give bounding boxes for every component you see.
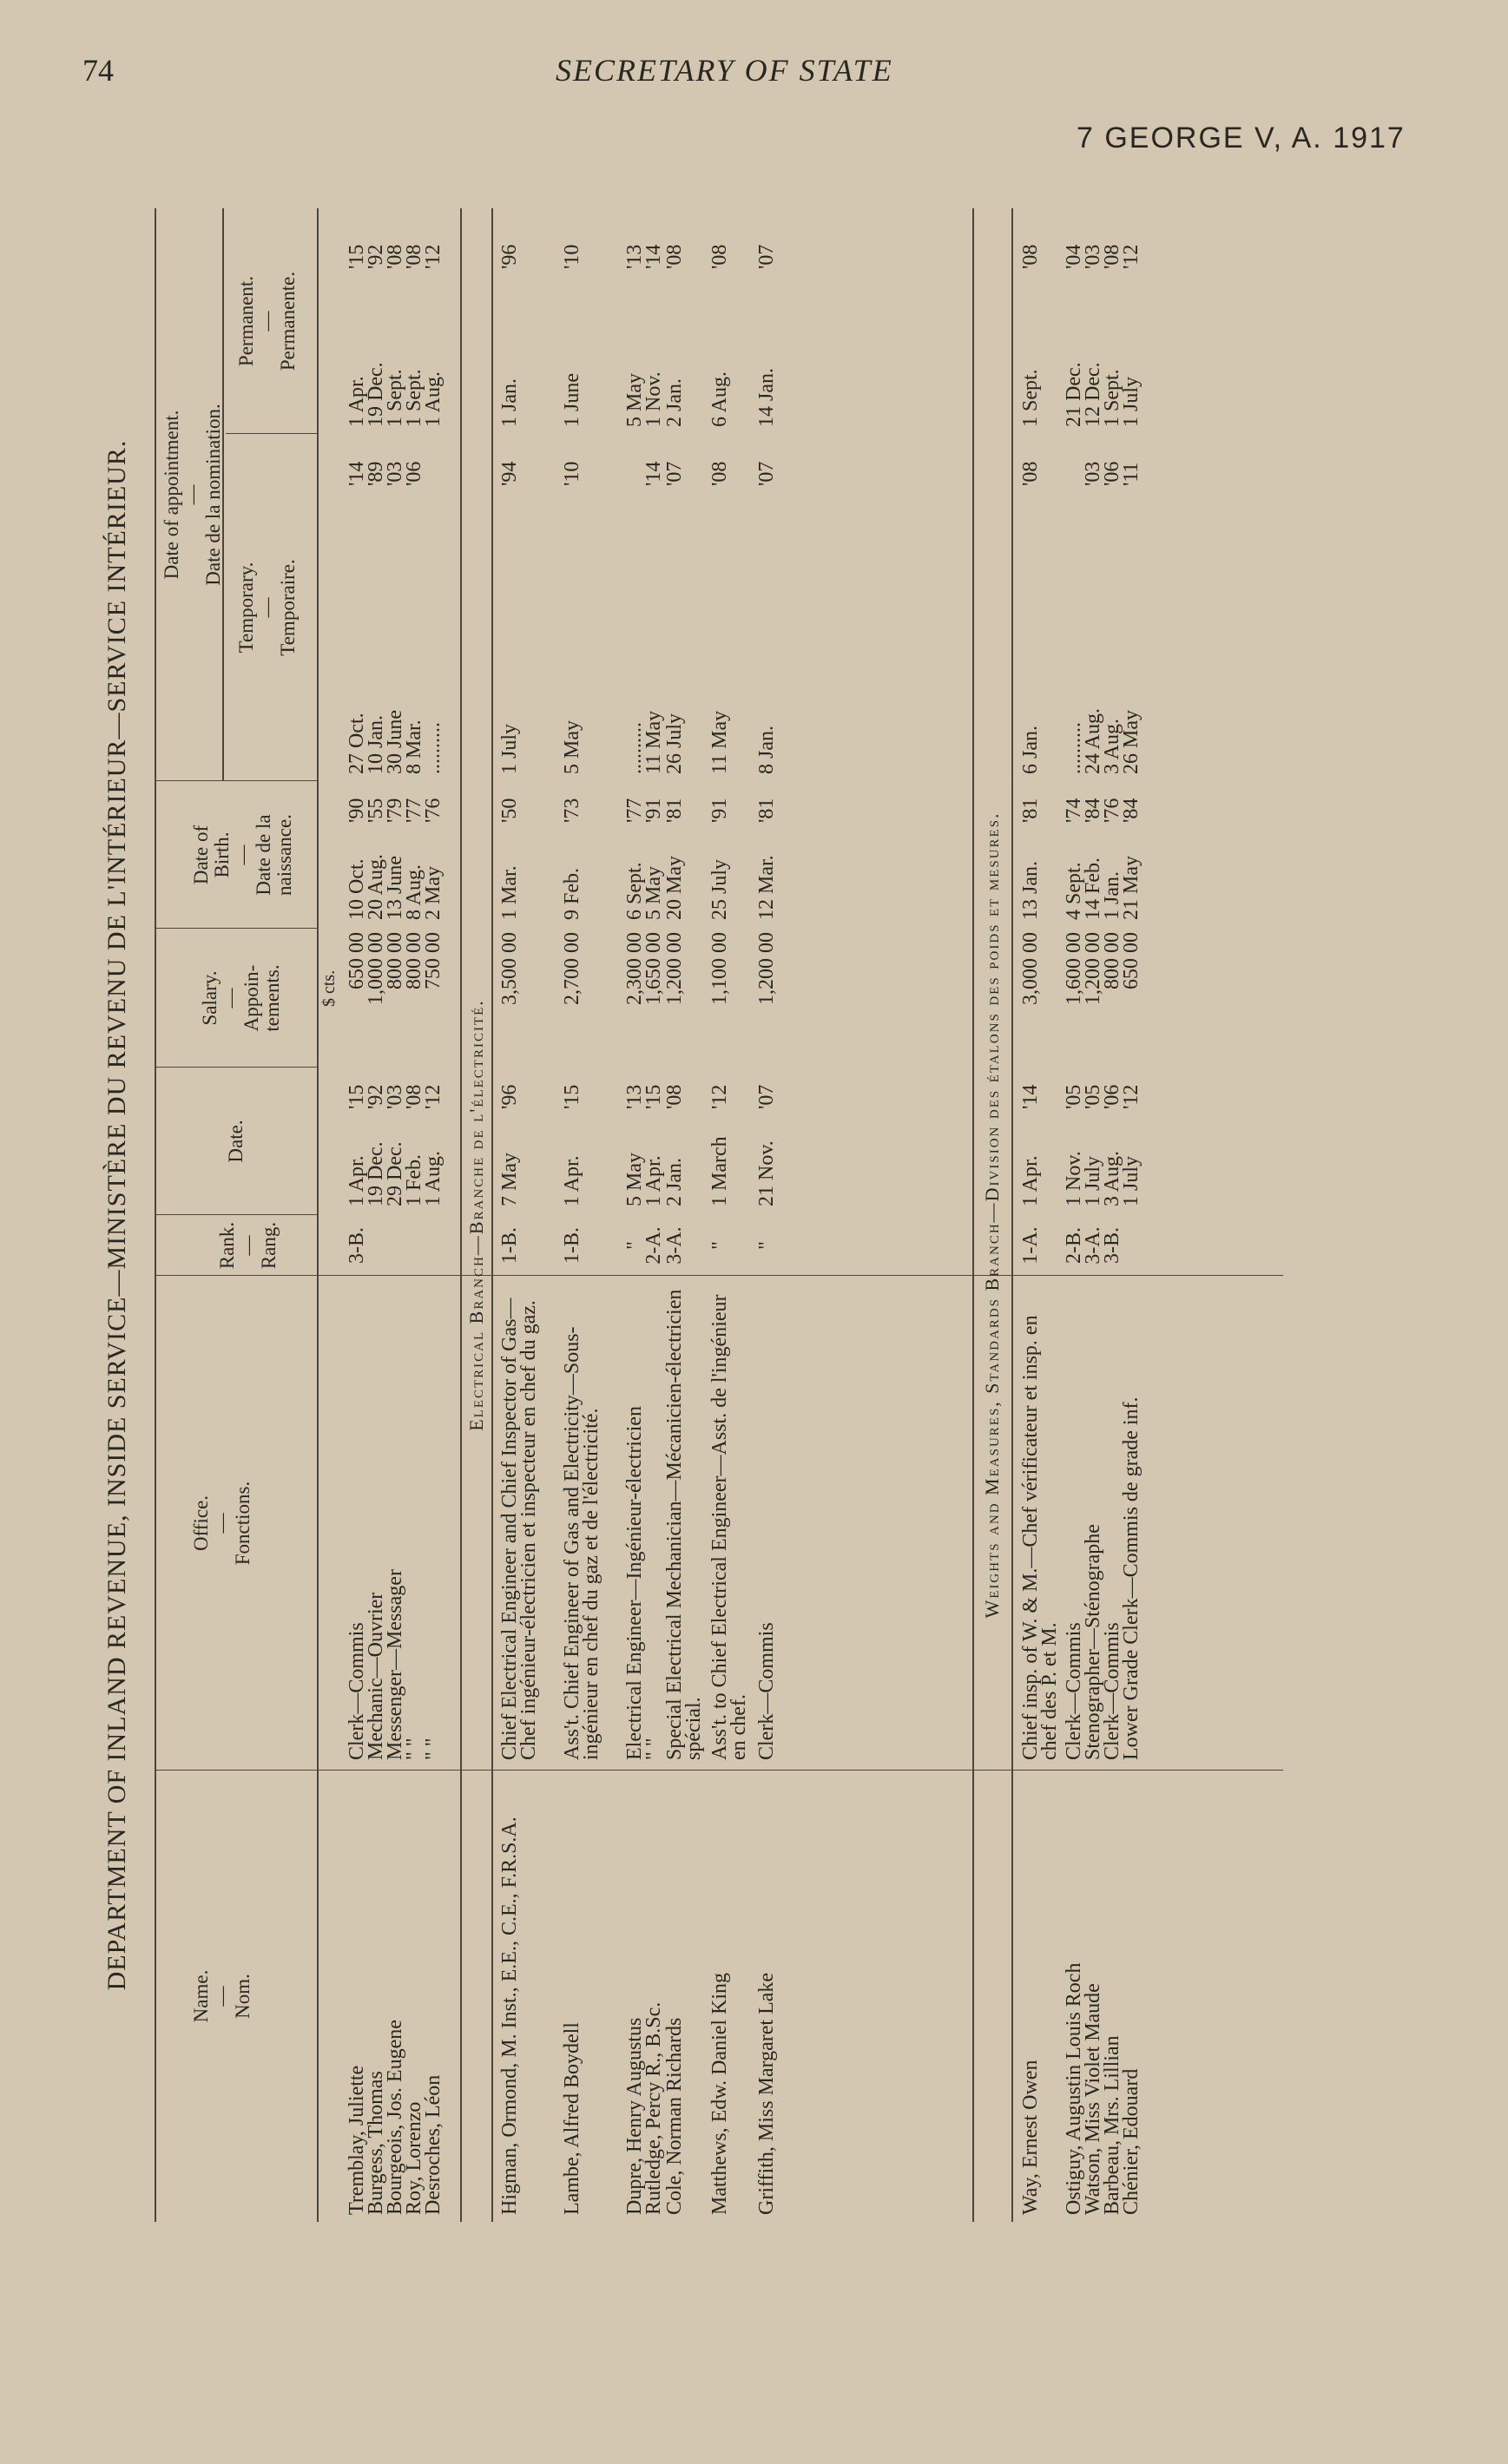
cell-date: 1 Feb. [403,1154,425,1206]
header-salary: Salary. — Appoin- tements. [199,964,283,1032]
cell-tyr: '08 [708,461,731,486]
cell-dyr: '15 [561,1084,583,1109]
cell-tyr: '10 [561,461,583,486]
cell-temp: 11 May [708,710,731,774]
cell-birth: 5 May [642,866,665,920]
cell-office: Ass't. Chief Engineer of Gas and Electricity—Sous-ingénieur en chef du gaz et de l'électricité. [561,1326,603,1760]
cell-tyr: '03 [1082,461,1104,486]
cell-name: Watson, Miss Violet Maude [1082,1983,1104,2215]
cell-byr: '84 [1120,798,1143,823]
cell-name: Roy, Lorenzo [403,2101,425,2215]
cell-byr: '55 [365,798,387,823]
group-rule [972,208,974,2222]
cell-temp: 5 May [561,720,583,774]
cell-dyr: '05 [1082,1084,1104,1109]
running-head: SECRETARY OF STATE [556,53,893,88]
cell-byr: '73 [561,798,583,823]
cell-perm: 6 Aug. [708,371,731,427]
cell-salary: 1,200 00 [1082,932,1104,1005]
cell-byr: '79 [384,798,406,823]
cell-temp: 24 Aug. [1082,707,1104,774]
cell-date: 5 May [623,1153,646,1206]
cell-office: Chief Electrical Engineer and Chief Inspector of Gas—Chef ingénieur-électricien et inspecteur en chef du gaz. [498,1298,540,1760]
cell-tyr: '89 [365,461,387,486]
cell-temp: 10 Jan. [365,715,387,774]
cell-office: " " [642,1738,665,1760]
cell-salary: 1,000 00 [365,932,387,1005]
cell-date: 7 May [498,1153,521,1206]
cell-date: 1 Apr. [1019,1155,1042,1206]
cell-temp: 8 Mar. [403,719,425,774]
cell-salary: 650 00 [346,932,368,989]
cell-dyr: '13 [623,1084,646,1109]
cell-temp: 26 May [1120,710,1143,774]
cell-temp: .......... [422,722,444,774]
cell-name: Desroches, Léon [422,2074,444,2215]
cell-office: " " [403,1738,425,1760]
cell-tyr: '14 [346,461,368,486]
cell-name: Barbeau, Mrs. Lillian [1101,2035,1123,2215]
cell-pyr: '13 [623,244,646,269]
header-appointment: Date of appointment. — Date de la nomination. [161,404,224,586]
cell-birth: 20 Aug. [365,853,387,920]
table-row [625,208,644,2222]
cell-name: Dupre, Henry Augustus [623,2017,646,2215]
cell-perm: 19 Dec. [365,362,387,427]
cell-perm: 1 Nov. [642,371,665,427]
cell-name: Way, Ernest Owen [1019,2060,1042,2215]
department-title: DEPARTMENT OF INLAND REVENUE, INSIDE SERVICE—MINISTÈRE DU REVENU DE L'INTÉRIEUR—SERVICE INTÉRIEUR. [102,439,131,1991]
cell-pyr: '08 [1019,244,1042,269]
cell-perm: 1 Sept. [1101,369,1123,427]
cell-pyr: '08 [403,244,425,269]
cell-name: Higman, Ormond, M. Inst., E.E., C.E., F.R.S.A. [498,1817,521,2215]
group-rule [460,208,462,2222]
cell-rank: 1-B. [498,1227,521,1264]
cell-date: 19 Dec. [365,1141,387,1206]
cell-pyr: '08 [1101,244,1123,269]
cell-tyr: '07 [663,461,686,486]
cell-pyr: '08 [663,244,686,269]
cell-dyr: '03 [384,1084,406,1109]
cell-temp: 3 Aug. [1101,718,1123,774]
cell-perm: 1 Jan. [498,378,521,427]
cell-dyr: '12 [422,1084,444,1109]
cell-birth: 1 Mar. [498,865,521,920]
cell-rank: 3-B. [346,1227,368,1264]
cell-rank: 3-B. [1101,1227,1123,1264]
cell-office: Messenger—Messager [384,1569,406,1760]
cell-salary: 1,200 00 [663,932,686,1005]
cell-byr: '77 [403,798,425,823]
cell-birth: 20 May [663,856,686,920]
cell-dyr: '15 [346,1084,368,1109]
table-row [366,208,385,2222]
cell-dyr: '92 [365,1084,387,1109]
cell-office: Clerk—Commis [1063,1622,1085,1760]
cell-dyr: '08 [663,1084,686,1109]
cell-rank: " [755,1241,778,1250]
cell-perm: 21 Dec. [1063,362,1085,427]
cell-office: " " [422,1738,444,1760]
cell-name: Griffith, Miss Margaret Lake [755,1972,778,2215]
cell-office: Lower Grade Clerk—Commis de grade inf. [1120,1396,1143,1760]
page-number: 74 [82,53,114,88]
cell-dyr: '07 [755,1084,778,1109]
cell-pyr: '03 [1082,244,1104,269]
cell-rank: 1-B. [561,1227,583,1264]
cell-temp: .......... [623,722,646,774]
cell-name: Matthews, Edw. Daniel King [708,1972,731,2215]
table-row [1064,208,1083,2222]
cell-birth: 2 May [422,866,444,920]
rotated-table-page [95,208,1380,2222]
cell-pyr: '14 [642,244,665,269]
cell-salary: 750 00 [422,932,444,989]
cell-perm: 1 Sept. [1019,369,1042,427]
cell-birth: 13 June [384,856,406,920]
cell-salary: 800 00 [1101,932,1123,989]
cell-tyr: '08 [1019,461,1042,486]
section-electrical: Electrical Branch—Branche de l'électricité. [465,999,487,1431]
table-row [1103,208,1122,2222]
cell-office: Clerk—Commis [346,1622,368,1760]
cell-salary: 1,600 00 [1063,932,1085,1005]
cell-pyr: '92 [365,244,387,269]
cell-perm: 2 Jan. [663,378,686,427]
cell-temp: 8 Jan. [755,726,778,774]
cell-perm: 1 Sept. [384,369,406,427]
cell-date: 1 Nov. [1063,1151,1085,1206]
cell-name: Tremblay, Juliette [346,2065,368,2215]
session-label: 7 GEORGE V, A. 1917 [1077,122,1406,154]
cell-salary: 2,700 00 [561,932,583,1005]
cell-byr: '76 [1101,798,1123,823]
cell-byr: '84 [1082,798,1104,823]
cell-salary: 2,300 00 [623,932,646,1005]
table-row [385,208,405,2222]
cell-pyr: '08 [384,244,406,269]
cell-birth: 6 Sept. [623,862,646,920]
cell-pyr: '10 [561,244,583,269]
cell-byr: '81 [1019,798,1042,823]
cell-byr: '74 [1063,798,1085,823]
header-birth: Date of Birth. — Date de la naissance. [190,814,295,896]
cell-office: Clerk—Commis [755,1622,778,1760]
cell-date: 1 Apr. [346,1155,368,1206]
table-row [561,208,603,2222]
cell-salary: 1,200 00 [755,932,778,1005]
cell-salary: 3,500 00 [498,932,521,1005]
cell-rank: " [623,1241,646,1250]
cell-perm: 1 Aug. [422,371,444,427]
section-weights: Weights and Measures, Standards Branch—Division des étalons des poids et mesures. [981,811,1003,1619]
table-row [498,208,540,2222]
cell-tyr: '06 [403,461,425,486]
cell-rank: 3-A. [1082,1226,1104,1265]
table-row [757,208,776,2222]
cell-byr: '91 [708,798,731,823]
header-date: Date. [225,1120,247,1163]
cell-date: 1 July [1120,1155,1143,1206]
cell-birth: 8 Aug. [403,864,425,920]
header-name: Name. — Nom. [190,1969,254,2023]
group-rule [1011,208,1013,2222]
cell-dyr: '06 [1101,1084,1123,1109]
cell-perm: 12 Dec. [1082,362,1104,427]
cell-temp: 26 July [663,713,686,774]
cell-name: Ostiguy, Augustin Louis Roch [1063,1962,1085,2215]
cell-salary: 800 00 [384,932,406,989]
header-temporary: Temporary. — Temporaire. [235,559,299,656]
cell-office: Clerk—Commis [1101,1622,1123,1760]
cents-label: $ cts. [319,969,339,1007]
cell-birth: 13 Jan. [1019,861,1042,920]
cell-date: 29 Dec. [384,1141,406,1206]
cell-date: 3 Aug. [1101,1150,1123,1206]
cell-rank: 2-B. [1063,1227,1085,1264]
cell-temp: 30 June [384,710,406,774]
cell-name: Cole, Norman Richards [663,2017,686,2215]
cell-perm: 14 Jan. [755,368,778,427]
cell-salary: 800 00 [403,932,425,989]
cell-pyr: '12 [1120,244,1143,269]
cell-pyr: '07 [755,244,778,269]
cell-salary: 650 00 [1120,932,1143,989]
cell-perm: 1 Apr. [346,376,368,427]
cell-dyr: '14 [1019,1084,1042,1109]
cell-temp: .......... [1063,722,1085,774]
cell-rank: " [708,1241,731,1250]
header-bottom-rule [317,208,319,2222]
cell-salary: 1,100 00 [708,932,731,1005]
cell-byr: '91 [642,798,665,823]
header-rank: Rank. — Rang. [216,1221,280,1270]
table-row [347,208,366,2222]
table-row [424,208,443,2222]
cell-temp: 1 July [498,723,521,774]
cell-birth: 1 Jan. [1101,871,1123,920]
table-row [405,208,424,2222]
cell-birth: 14 Feb. [1082,857,1104,920]
cell-name: Lambe, Alfred Boydell [561,2022,583,2215]
cell-pyr: '12 [422,244,444,269]
cell-tyr: '14 [642,461,665,486]
cell-dyr: '12 [708,1084,731,1109]
cell-date: 1 Aug. [422,1150,444,1206]
cell-birth: 9 Feb. [561,868,583,920]
cell-date: 1 Apr. [642,1155,665,1206]
table-row [1019,208,1061,2222]
cell-name: Bourgeois, Jos. Eugene [384,2020,406,2215]
cell-perm: 1 June [561,373,583,427]
cell-date: 21 Nov. [755,1140,778,1206]
cell-dyr: '15 [642,1084,665,1109]
cell-office: Chief insp. of W. & M.—Chef vérificateur et insp. en chef des P. et M. [1019,1315,1061,1760]
cell-dyr: '12 [1120,1084,1143,1109]
cell-birth: 21 May [1120,856,1143,920]
cell-name: Chénier, Edouard [1120,2068,1143,2215]
cell-pyr: '96 [498,244,521,269]
cell-tyr: '07 [755,461,778,486]
cell-date: 2 Jan. [663,1158,686,1206]
cell-office: Special Electrical Mechanician—Mécanicien-électricien spécial. [663,1289,705,1760]
cell-tyr: '06 [1101,461,1123,486]
cell-office: Electrical Engineer—Ingénieur-électricien [623,1406,646,1760]
cell-byr: '81 [663,798,686,823]
cell-perm: 1 Sept. [403,369,425,427]
cell-temp: 27 Oct. [346,713,368,774]
table-row [708,208,750,2222]
cell-perm: 5 May [623,373,646,427]
cell-salary: 1,650 00 [642,932,665,1005]
cell-dyr: '05 [1063,1084,1085,1109]
cell-byr: '81 [755,798,778,823]
cell-name: Rutledge, Percy R., B.Sc. [642,2001,665,2215]
cell-tyr: '94 [498,461,521,486]
cell-pyr: '15 [346,244,368,269]
cell-date: 1 July [1082,1155,1104,1206]
cell-temp: 6 Jan. [1019,726,1042,774]
cell-perm: 1 July [1120,376,1143,427]
cell-byr: '77 [623,798,646,823]
cell-birth: 12 Mar. [755,855,778,920]
table-row [663,208,705,2222]
cell-birth: 10 Oct. [346,858,368,920]
cell-dyr: '96 [498,1084,521,1109]
cell-office: Mechanic—Ouvrier [365,1592,387,1760]
cell-rank: 2-A. [642,1226,665,1265]
cell-date: 1 Apr. [561,1155,583,1206]
cell-dyr: '08 [403,1084,425,1109]
cell-byr: '90 [346,798,368,823]
cell-salary: 3,000 00 [1019,932,1042,1005]
header-office: Office. — Fonctions. [190,1481,254,1566]
cell-rank: 3-A. [663,1226,686,1265]
cell-byr: '50 [498,798,521,823]
cell-pyr: '08 [708,244,731,269]
cell-office: Stenographer—Sténographe [1082,1524,1104,1760]
cell-date: 1 March [708,1136,731,1206]
table-row [644,208,663,2222]
cell-temp: 11 May [642,710,665,774]
cell-name: Burgess, Thomas [365,2071,387,2215]
cell-byr: '76 [422,798,444,823]
cell-tyr: '11 [1120,462,1143,486]
cell-rank: 1-A. [1019,1226,1042,1265]
cell-tyr: '03 [384,461,406,486]
cell-office: Ass't. to Chief Electrical Engineer—Asst. de l'ingénieur en chef. [708,1294,750,1760]
cell-birth: 25 July [708,858,731,920]
cell-birth: 4 Sept. [1063,862,1085,920]
header-permanent: Permanent. — Permanente. [235,271,299,371]
table-row [1083,208,1103,2222]
table-top-rule [155,208,156,2222]
group-rule [491,208,493,2222]
table-row [1122,208,1141,2222]
cell-pyr: '04 [1063,244,1085,269]
